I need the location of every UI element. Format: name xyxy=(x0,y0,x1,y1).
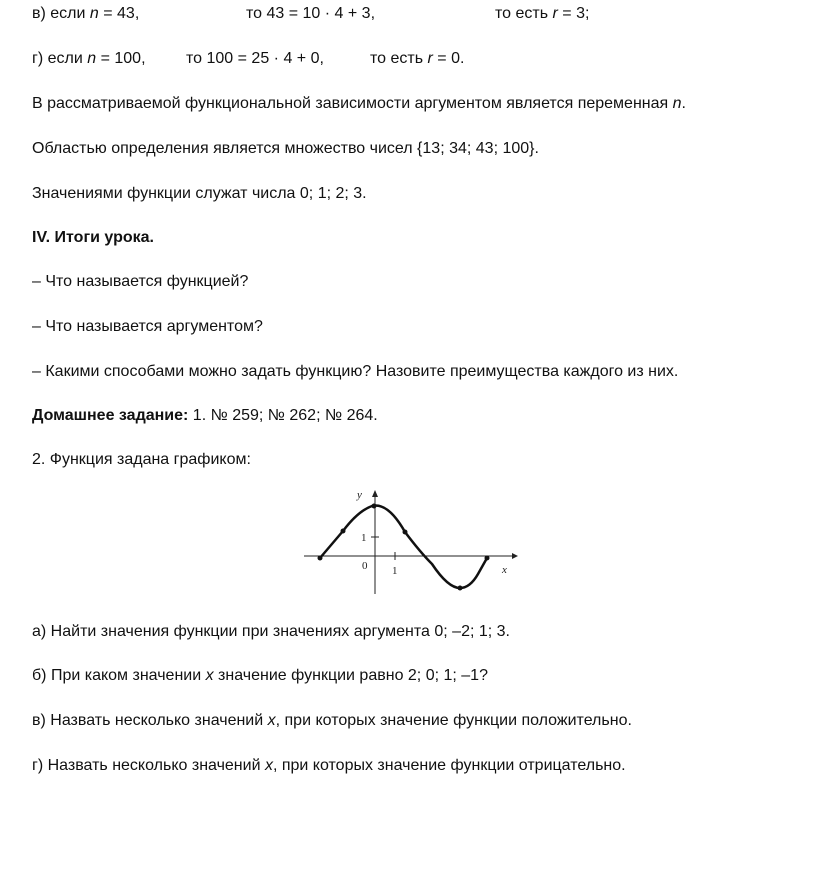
task-2-heading: 2. Функция задана графиком: xyxy=(32,451,251,468)
case-g-condition: г) если n = 100, xyxy=(32,50,146,67)
point-end xyxy=(485,556,490,561)
case-v-result: то есть r = 3; xyxy=(495,5,590,22)
domain-statement: Областью определения является множество чисел {13; 34; 43; 100}. xyxy=(32,140,539,157)
point-start xyxy=(318,556,323,561)
homework: Домашнее задание: 1. № 259; № 262; № 264. xyxy=(32,407,378,424)
origin-label: 0 xyxy=(362,560,368,572)
point-b xyxy=(403,530,408,535)
task-b: б) При каком значении x значение функции равно 2; 0; 1; –1? xyxy=(32,667,488,684)
y-one-label: 1 xyxy=(361,532,367,544)
point-a xyxy=(341,529,346,534)
point-min xyxy=(458,586,463,591)
y-axis-label: y xyxy=(357,489,362,501)
point-max xyxy=(372,504,377,509)
x-axis-arrow xyxy=(512,553,518,559)
function-graph xyxy=(300,486,520,598)
case-v-condition: в) если n = 43, xyxy=(32,5,140,22)
task-c: в) Назвать несколько значений x, при которых значение функции положительно. xyxy=(32,712,632,729)
y-axis-arrow xyxy=(372,490,378,497)
range-statement: Значениями функции служат числа 0; 1; 2; 3. xyxy=(32,185,367,202)
x-one-label: 1 xyxy=(392,565,398,577)
summary-heading: IV. Итоги урока. xyxy=(32,229,154,246)
argument-statement: В рассматриваемой функциональной зависимости аргументом является переменная n. xyxy=(32,95,686,112)
case-g-result: то есть r = 0. xyxy=(370,50,465,67)
x-axis-label: x xyxy=(502,564,507,576)
question-3: – Какими способами можно задать функцию? Назовите преимущества каждого из них. xyxy=(32,363,679,380)
function-curve xyxy=(320,506,487,588)
task-a: а) Найти значения функции при значениях аргумента 0; –2; 1; 3. xyxy=(32,623,510,640)
question-2: – Что называется аргументом? xyxy=(32,318,263,335)
task-d: г) Назвать несколько значений x, при которых значение функции отрицательно. xyxy=(32,757,626,774)
case-v-equation: то 43 = 10 · 4 + 3, xyxy=(246,5,376,22)
question-1: – Что называется функцией? xyxy=(32,273,249,290)
case-g-equation: то 100 = 25 · 4 + 0, xyxy=(186,50,324,67)
